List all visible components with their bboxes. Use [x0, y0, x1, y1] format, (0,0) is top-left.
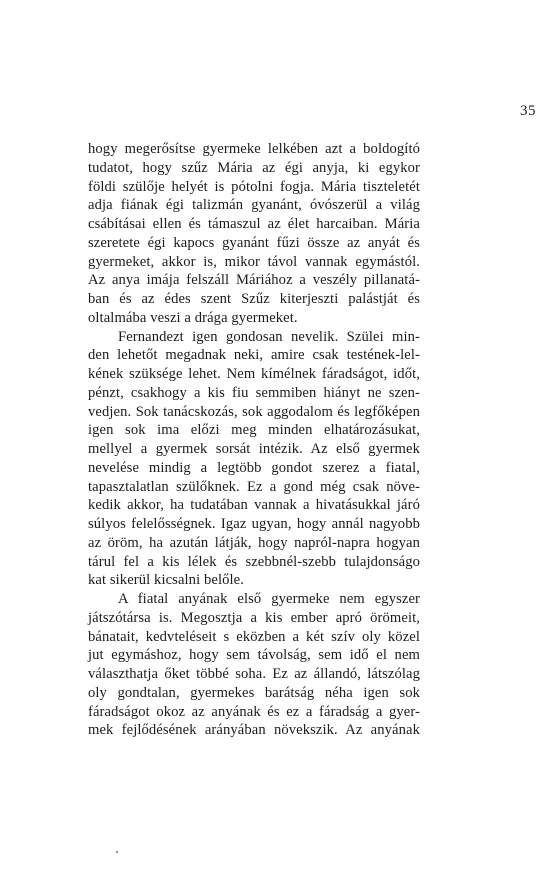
text-line: mellyel a gyermek sorsát intézik. Az első gyermek: [88, 441, 420, 457]
text-line: játszótársa is. Megosztja a kis ember apró örömeit,: [88, 609, 420, 626]
text-line: tárul fel a kis lélek és szebbnél-szebb tulajdonságo: [88, 553, 420, 570]
text-line: az öröm, ha azután látják, hogy napról-napra hogyan: [88, 534, 420, 551]
text-line: fáradságot okoz az anyának és ez a fáradság a gyer-: [88, 703, 420, 720]
text-line: mek fejlődésének arányában növekszik. Az anyának: [88, 722, 420, 739]
text-line: kedik akkor, ha tudatában vannak a hivatásukkal járó: [88, 497, 420, 514]
body-text: [88, 140, 420, 740]
text-line: igen sok ima előzi meg minden elhatározásukat,: [88, 422, 420, 439]
text-line: den lehetőt megadnak neki, amire csak testének-lel-: [88, 347, 420, 364]
text-line: pénzt, csakhogy a kis fiu semmiben hiányt ne szen-: [88, 384, 420, 401]
text-line: kének szüksége lehet. Nem kímélnek fáradságot, időt,: [88, 366, 420, 382]
text-line: ban és az édes szent Szűz kiterjeszti palástját és: [88, 291, 420, 307]
text-line: oltalmába veszi a drága gyermeket.: [88, 309, 298, 326]
text-line: szeretete égi kapocs gyanánt fűzi össze az anyát és: [88, 234, 420, 251]
text-line: bánatait, kedvteléseit s eközben a két szív oly közel: [88, 628, 420, 645]
text-line: Fernandezt igen gondosan nevelik. Szülei min-: [118, 328, 420, 345]
text-line: választhatja őket többé soha. Ez az állandó, látszólag: [88, 666, 420, 682]
text-line: Az anya imája felszáll Máriához a veszély pillanatá-: [88, 272, 420, 289]
text-line: kat sikerül kicsalni belőle.: [88, 572, 244, 589]
text-line: hogy megerősítse gyermeke lelkében azt a boldogító: [88, 141, 420, 157]
text-line: nevelése mindig a legtöbb gondot szerez a fiatal,: [88, 459, 420, 476]
text-line: jut egymáshoz, hogy sem távolság, sem idő el nem: [88, 647, 420, 664]
page-number: 35: [520, 103, 536, 119]
text-line: földi szülője helyét is pótolni fogja. Mária tiszteletét: [88, 178, 420, 195]
print-speck: [116, 851, 118, 853]
text-line: adja fiának égi talizmán gyanánt, óvószerül a világ: [88, 197, 420, 214]
text-line: A fiatal anyának első gyermeke nem egyszer: [118, 591, 420, 607]
text-line: súlyos felelősségnek. Igaz ugyan, hogy annál nagyobb: [88, 516, 420, 532]
text-line: tapasztalatlan szülőknek. Ez a gond még csak növe-: [88, 478, 420, 495]
text-line: vedjen. Sok tanácskozás, sok aggodalom és legfőképen: [88, 403, 420, 420]
text-line: gyermeket, akkor is, mikor távol vannak egymástól.: [88, 253, 420, 270]
text-line: tudatot, hogy szűz Mária az égi anyja, ki egykor: [88, 159, 420, 176]
text-line: oly gondtalan, gyermekes barátság néha igen sok: [88, 684, 420, 701]
text-line: csábításai ellen és támaszul az élet harcaiban. Mária: [88, 216, 420, 232]
